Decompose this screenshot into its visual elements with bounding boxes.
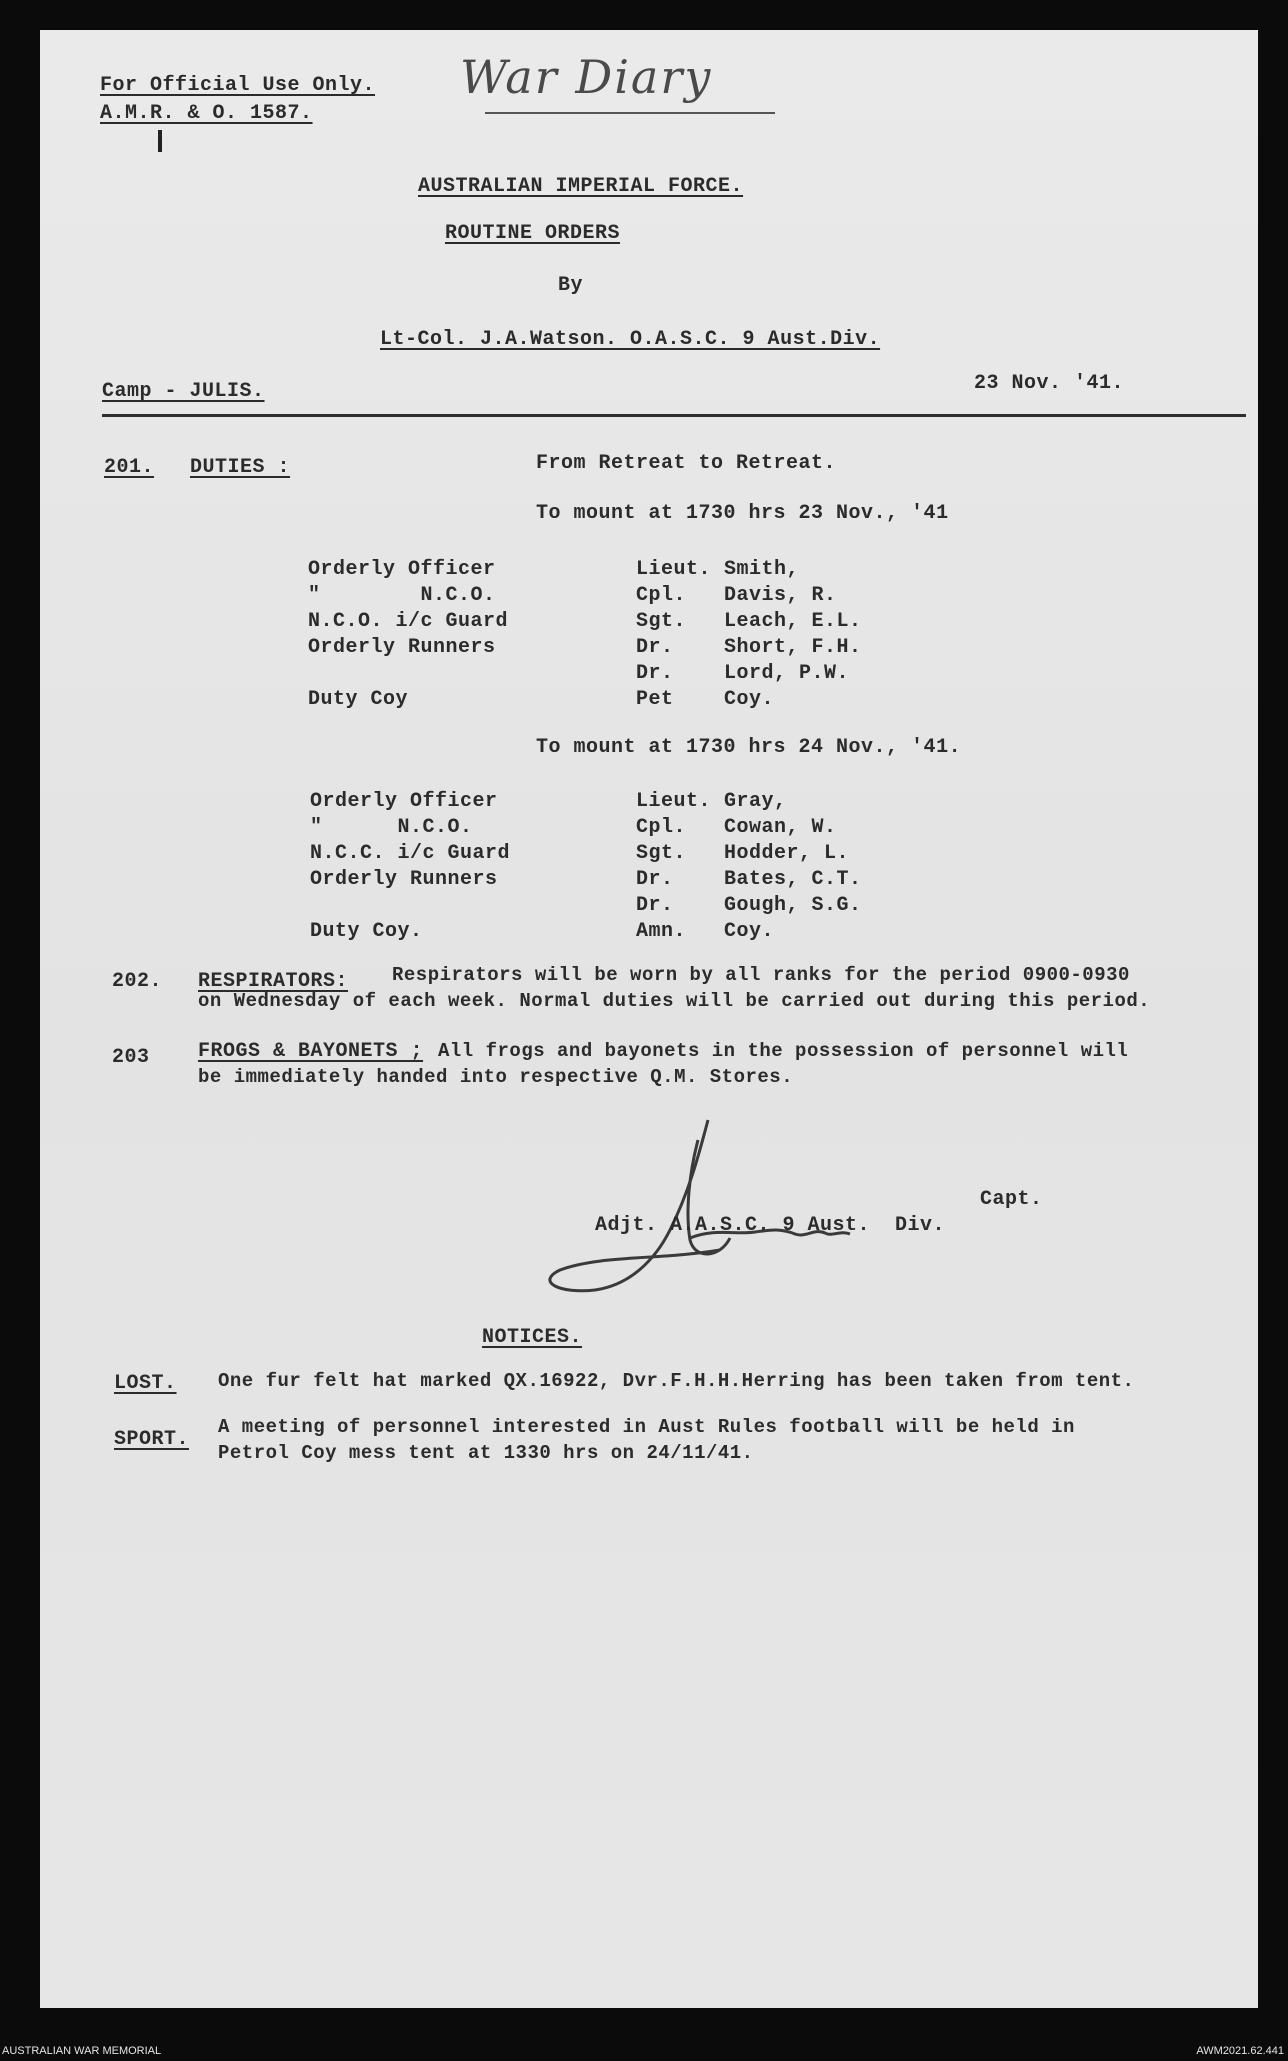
- title-routine-orders: ROUTINE ORDERS: [445, 222, 621, 245]
- roster-2-rank: Amn.: [636, 920, 687, 943]
- order-202-line-1: Respirators will be worn by all ranks for the period 0900-0930: [392, 964, 1130, 986]
- roster-2-rank: Lieut.: [636, 790, 712, 813]
- notice-lost-text: One fur felt hat marked QX.16922, Dvr.F.H.H.Herring has been taken from tent.: [218, 1370, 1135, 1392]
- signature-appointment: Adjt. A.A.S.C. 9 Aust. Div.: [595, 1214, 946, 1237]
- roster-1-name: Leach, E.L.: [724, 610, 862, 633]
- roster-1-rank: Cpl.: [636, 584, 687, 607]
- title-by: By: [558, 274, 584, 297]
- roster-1-role: Orderly Runners: [308, 636, 496, 659]
- official-use-label: For Official Use Only.: [100, 74, 376, 97]
- order-201-mount-2: To mount at 1730 hrs 24 Nov., '41.: [536, 736, 962, 759]
- roster-2-rank: Dr.: [636, 868, 674, 891]
- roster-1-rank: Lieut.: [636, 558, 712, 581]
- order-203-line-2: be immediately handed into respective Q.M. Stores.: [198, 1066, 794, 1088]
- footer-catalogue-number: AWM2021.62.441: [1196, 2045, 1284, 2057]
- order-203-heading: FROGS & BAYONETS ;: [198, 1040, 424, 1063]
- roster-2-name: Bates, C.T.: [724, 868, 862, 891]
- signature-rank: Capt.: [980, 1188, 1043, 1211]
- roster-1-name: Short, F.H.: [724, 636, 862, 659]
- document-page: [40, 30, 1258, 2008]
- roster-1-rank: Dr.: [636, 662, 674, 685]
- notice-sport-line-2: Petrol Coy mess tent at 1330 hrs on 24/11/41.: [218, 1442, 754, 1464]
- roster-1-rank: Pet: [636, 688, 674, 711]
- signature-icon: [540, 1110, 960, 1310]
- notice-sport-line-1: A meeting of personnel interested in Aust Rules football will be held in: [218, 1416, 1075, 1438]
- order-201-number: 201.: [104, 456, 155, 479]
- roster-1-rank: Dr.: [636, 636, 674, 659]
- roster-2-name: Gray,: [724, 790, 787, 813]
- roster-1-role: " N.C.O.: [308, 584, 496, 607]
- header-divider: [102, 414, 1246, 417]
- ink-mark: [158, 130, 162, 152]
- roster-1-role: N.C.O. i/c Guard: [308, 610, 509, 633]
- notices-heading: NOTICES.: [482, 1326, 583, 1349]
- roster-1-name: Smith,: [724, 558, 800, 581]
- roster-2-name: Hodder, L.: [724, 842, 850, 865]
- order-date: 23 Nov. '41.: [974, 372, 1125, 395]
- roster-2-role: Duty Coy.: [310, 920, 423, 943]
- order-203-line-1: All frogs and bayonets in the possession of personnel will: [438, 1040, 1129, 1062]
- footer-credit: AUSTRALIAN WAR MEMORIAL: [2, 2045, 162, 2057]
- notice-lost-label: LOST.: [114, 1372, 177, 1395]
- roster-1-name: Coy.: [724, 688, 775, 711]
- notice-sport-label: SPORT.: [114, 1428, 190, 1451]
- order-201-heading: DUTIES :: [190, 456, 291, 479]
- roster-2-name: Coy.: [724, 920, 775, 943]
- roster-2-role: " N.C.O.: [310, 816, 473, 839]
- roster-1-name: Davis, R.: [724, 584, 837, 607]
- roster-2-name: Gough, S.G.: [724, 894, 862, 917]
- order-203-number: 203: [112, 1046, 150, 1069]
- roster-2-role: Orderly Officer: [310, 790, 498, 813]
- roster-2-rank: Dr.: [636, 894, 674, 917]
- roster-2-role: N.C.C. i/c Guard: [310, 842, 511, 865]
- title-force: AUSTRALIAN IMPERIAL FORCE.: [418, 175, 744, 198]
- camp-label: Camp - JULIS.: [102, 380, 265, 403]
- order-201-mount-1: To mount at 1730 hrs 23 Nov., '41: [536, 502, 949, 525]
- order-202-line-2: on Wednesday of each week. Normal duties will be carried out during this period.: [198, 990, 1151, 1012]
- order-202-number: 202.: [112, 970, 163, 993]
- handwritten-war-diary: War Diary: [460, 50, 713, 104]
- order-201-period: From Retreat to Retreat.: [536, 452, 837, 475]
- roster-2-rank: Sgt.: [636, 842, 687, 865]
- roster-2-rank: Cpl.: [636, 816, 687, 839]
- roster-1-role: Orderly Officer: [308, 558, 496, 581]
- handwritten-underline: [485, 112, 775, 114]
- roster-2-name: Cowan, W.: [724, 816, 837, 839]
- roster-2-role: Orderly Runners: [310, 868, 498, 891]
- title-commander: Lt-Col. J.A.Watson. O.A.S.C. 9 Aust.Div.: [380, 328, 881, 351]
- roster-1-role: Duty Coy: [308, 688, 409, 711]
- roster-1-name: Lord, P.W.: [724, 662, 850, 685]
- form-number: A.M.R. & O. 1587.: [100, 102, 313, 125]
- roster-1-rank: Sgt.: [636, 610, 687, 633]
- order-202-heading: RESPIRATORS:: [198, 970, 349, 993]
